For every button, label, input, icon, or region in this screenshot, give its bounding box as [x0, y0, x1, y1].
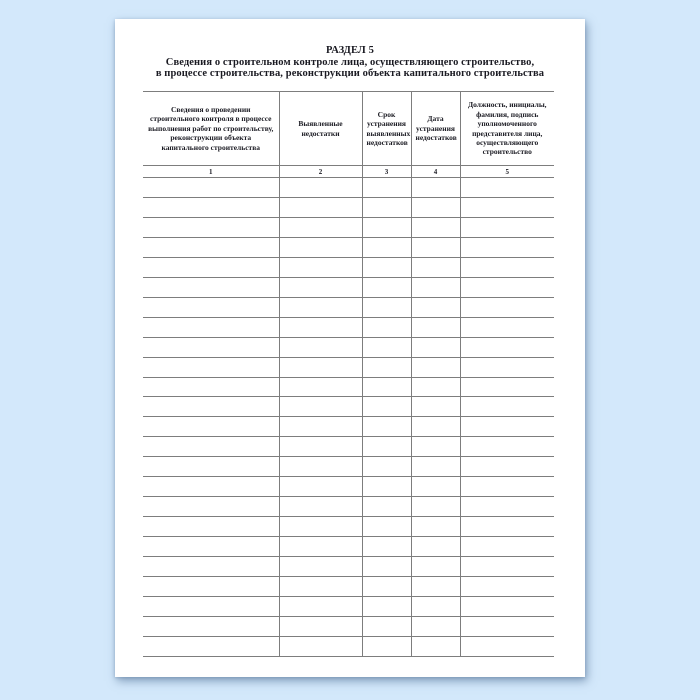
table-row: [143, 577, 554, 597]
empty-cell: [143, 277, 279, 297]
empty-cell: [143, 457, 279, 477]
section-title: [115, 45, 585, 80]
empty-cell: [143, 178, 279, 198]
empty-cell: [143, 377, 279, 397]
empty-cell: [411, 497, 460, 517]
empty-cell: [362, 257, 411, 277]
table-row: [143, 178, 554, 198]
empty-cell: [362, 217, 411, 237]
table-row: [143, 357, 554, 377]
table-row: [143, 397, 554, 417]
empty-cell: [411, 237, 460, 257]
table-row: [143, 317, 554, 337]
empty-cell: [279, 457, 362, 477]
table-row: [143, 457, 554, 477]
empty-cell: [279, 537, 362, 557]
empty-cell: [460, 217, 554, 237]
empty-cell: [362, 237, 411, 257]
empty-cell: [411, 197, 460, 217]
empty-cell: [143, 237, 279, 257]
empty-cell: [279, 437, 362, 457]
empty-cell: [143, 317, 279, 337]
construction-control-table: [143, 91, 554, 657]
empty-cell: [460, 377, 554, 397]
empty-cell: [279, 636, 362, 656]
empty-cell: [279, 217, 362, 237]
empty-cell: [362, 397, 411, 417]
empty-cell: [143, 557, 279, 577]
empty-cell: [143, 297, 279, 317]
empty-cell: [143, 417, 279, 437]
empty-cell: [279, 297, 362, 317]
column-number: 1: [209, 167, 213, 176]
empty-cell: [279, 477, 362, 497]
empty-cell: [411, 297, 460, 317]
document-page: [115, 19, 585, 677]
empty-cell: [362, 636, 411, 656]
empty-cell: [411, 597, 460, 617]
empty-cell: [362, 597, 411, 617]
empty-cell: [362, 297, 411, 317]
table-row: [143, 377, 554, 397]
empty-cell: [460, 357, 554, 377]
empty-cell: [279, 337, 362, 357]
empty-cell: [279, 197, 362, 217]
column-number: 3: [362, 166, 411, 178]
empty-cell: [143, 537, 279, 557]
empty-cell: [279, 497, 362, 517]
empty-cell: [460, 337, 554, 357]
empty-cell: [460, 616, 554, 636]
empty-cell: [279, 357, 362, 377]
empty-cell: [279, 377, 362, 397]
empty-cell: [143, 477, 279, 497]
empty-cell: [362, 337, 411, 357]
empty-cell: [460, 297, 554, 317]
column-number-row: [143, 166, 554, 178]
table-row: [143, 557, 554, 577]
section-title-text-2: в процессе строительства, реконструкции объекта капитального строительства: [155, 68, 545, 79]
table-row: [143, 537, 554, 557]
empty-cell: [279, 277, 362, 297]
table-row: [143, 237, 554, 257]
header-representative-signature: Должность, инициалы, фамилия, подпись уполномоченного представителя лица, осуществляющего строительство: [460, 92, 554, 166]
section-title-number: РАЗДЕЛ 5: [326, 45, 374, 56]
header-elimination-deadline: Срок устранения выявленных недостатков: [362, 92, 411, 166]
table-row: [143, 197, 554, 217]
empty-cell: [411, 437, 460, 457]
empty-cell: [143, 597, 279, 617]
column-number: 4: [411, 166, 460, 178]
table-row: [143, 217, 554, 237]
empty-cell: [460, 597, 554, 617]
empty-cell: [279, 557, 362, 577]
empty-cell: [460, 517, 554, 537]
empty-cell: [411, 537, 460, 557]
empty-cell: [362, 477, 411, 497]
empty-cell: [362, 417, 411, 437]
empty-cell: [279, 417, 362, 437]
empty-cell: [460, 537, 554, 557]
header-control-info: Сведения о проведении строительного контроля в процессе выполнения работ по строительству, реконструкции объекта капитального строительства: [148, 104, 274, 152]
empty-cell: [143, 497, 279, 517]
empty-cell: [460, 178, 554, 198]
empty-cell: [143, 616, 279, 636]
empty-cell: [460, 437, 554, 457]
empty-cell: [460, 477, 554, 497]
empty-cell: [143, 217, 279, 237]
empty-cell: [362, 357, 411, 377]
table-row: [143, 257, 554, 277]
empty-cell: [411, 636, 460, 656]
section-title-text-1: Сведения о строительном контроле лица, осуществляющего строительство,: [165, 56, 535, 68]
empty-cell: [362, 537, 411, 557]
empty-cell: [279, 577, 362, 597]
empty-cell: [411, 217, 460, 237]
empty-cell: [362, 197, 411, 217]
empty-cell: [143, 437, 279, 457]
empty-cell: [362, 497, 411, 517]
empty-cell: [460, 497, 554, 517]
empty-cell: [143, 357, 279, 377]
empty-cell: [362, 437, 411, 457]
empty-cell: [362, 577, 411, 597]
empty-cell: [411, 616, 460, 636]
empty-cell: [411, 178, 460, 198]
empty-cell: [362, 557, 411, 577]
column-number: 5: [460, 166, 554, 178]
table-row: [143, 277, 554, 297]
empty-cell: [411, 477, 460, 497]
empty-cell: [143, 197, 279, 217]
empty-cell: [411, 577, 460, 597]
empty-cell: [411, 397, 460, 417]
column-number: 2: [279, 166, 362, 178]
empty-cell: [143, 517, 279, 537]
empty-cell: [411, 377, 460, 397]
table-row: [143, 517, 554, 537]
empty-cell: [279, 178, 362, 198]
empty-cell: [279, 237, 362, 257]
empty-cell: [411, 417, 460, 437]
empty-cell: [460, 417, 554, 437]
empty-cell: [411, 277, 460, 297]
empty-cell: [411, 317, 460, 337]
empty-cell: [362, 616, 411, 636]
table-row: [143, 616, 554, 636]
empty-cell: [279, 317, 362, 337]
header-elimination-date: Дата устранения недостатков: [411, 92, 460, 166]
empty-cell: [411, 257, 460, 277]
empty-cell: [460, 277, 554, 297]
empty-cell: [279, 257, 362, 277]
table-row: [143, 497, 554, 517]
empty-cell: [362, 178, 411, 198]
empty-cell: [460, 237, 554, 257]
table-row: [143, 477, 554, 497]
empty-cell: [362, 377, 411, 397]
table-row: [143, 297, 554, 317]
empty-cell: [460, 577, 554, 597]
empty-cell: [411, 357, 460, 377]
empty-cell: [143, 636, 279, 656]
empty-cell: [279, 517, 362, 537]
table-row: [143, 337, 554, 357]
empty-cell: [460, 197, 554, 217]
empty-cell: [460, 397, 554, 417]
table-row: [143, 437, 554, 457]
empty-cell: [279, 616, 362, 636]
empty-cell: [460, 317, 554, 337]
empty-cell: [362, 517, 411, 537]
empty-cell: [411, 457, 460, 477]
empty-cell: [143, 397, 279, 417]
empty-cell: [143, 577, 279, 597]
empty-cell: [279, 597, 362, 617]
table-header-row: [143, 92, 554, 166]
empty-cell: [362, 317, 411, 337]
header-identified-defects: Выявленные недостатки: [279, 92, 362, 166]
empty-cell: [279, 397, 362, 417]
table-row: [143, 417, 554, 437]
empty-cell: [460, 257, 554, 277]
table-row: [143, 636, 554, 656]
empty-cell: [362, 277, 411, 297]
empty-cell: [143, 257, 279, 277]
empty-cell: [362, 457, 411, 477]
table-body-rows: [143, 178, 554, 657]
empty-cell: [411, 337, 460, 357]
empty-cell: [411, 557, 460, 577]
empty-cell: [460, 457, 554, 477]
empty-cell: [460, 557, 554, 577]
table-row: [143, 597, 554, 617]
empty-cell: [460, 636, 554, 656]
empty-cell: [143, 337, 279, 357]
empty-cell: [411, 517, 460, 537]
